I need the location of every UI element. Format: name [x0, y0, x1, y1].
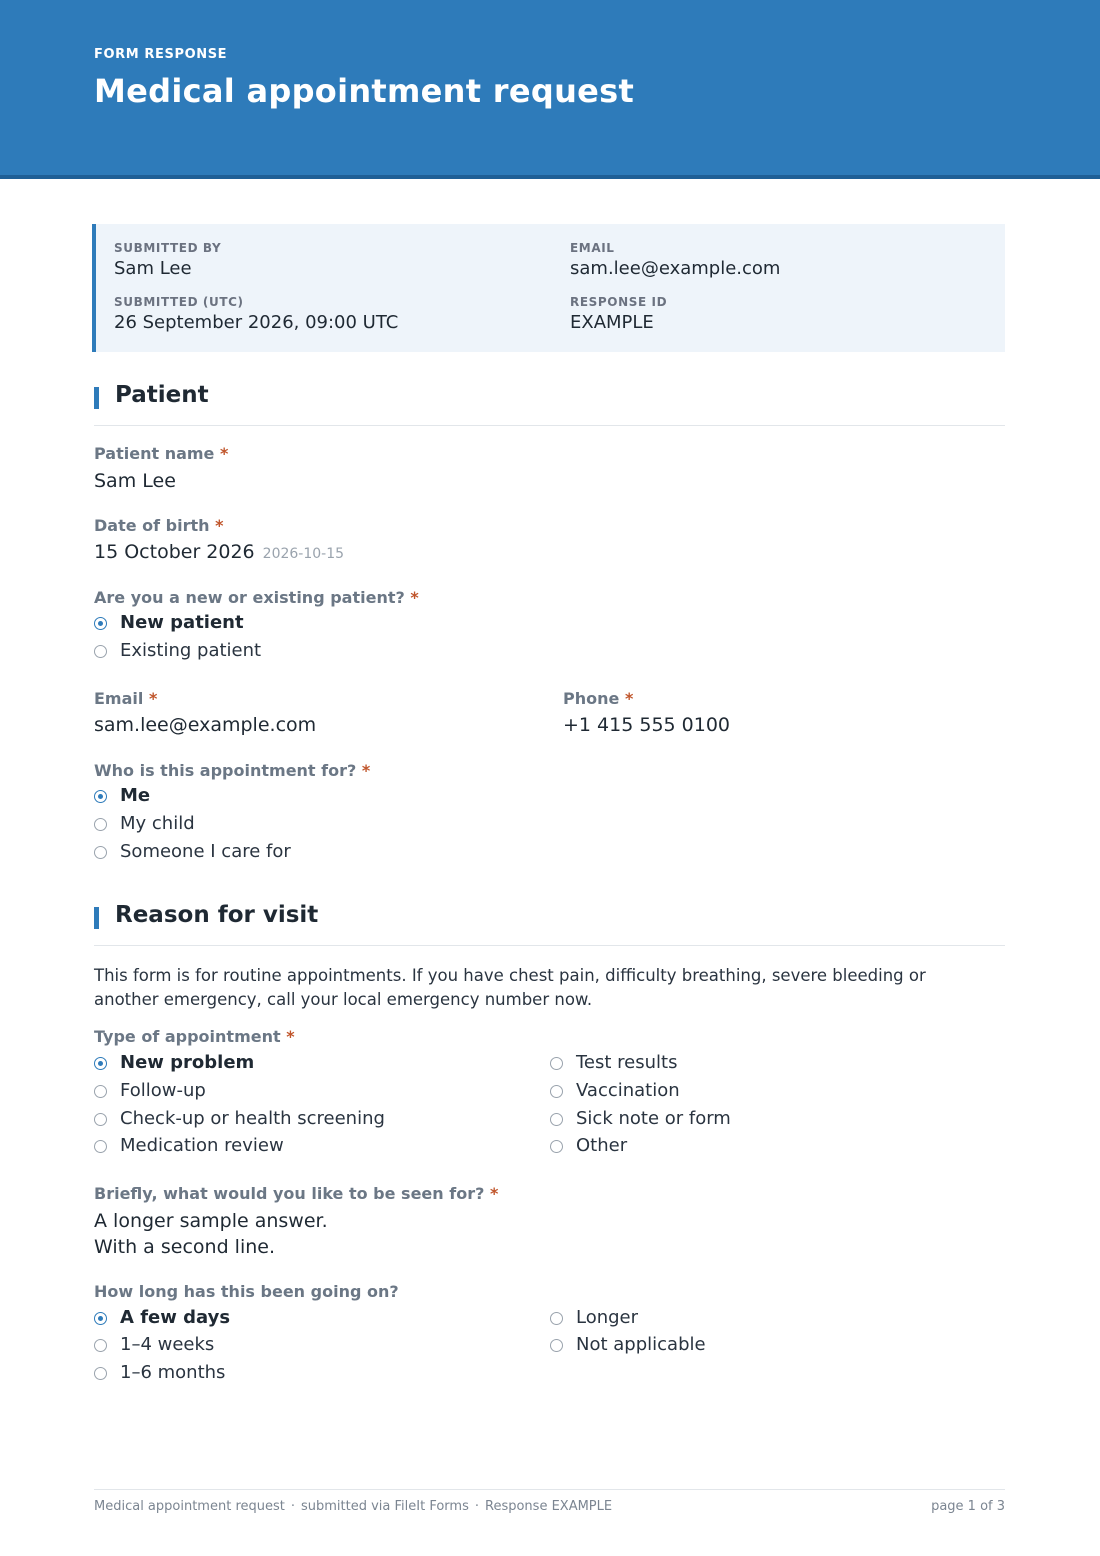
- radio-empty-icon: [550, 1085, 563, 1098]
- radio-empty-icon: [550, 1113, 563, 1126]
- footer-via: submitted via FileIt Forms: [301, 1499, 469, 1514]
- section-accent-bar: [94, 907, 99, 929]
- form-eyebrow: FORM RESPONSE: [94, 47, 228, 62]
- required-marker: *: [624, 689, 634, 708]
- meta-submitted-utc-label: SUBMITTED (UTC): [114, 295, 244, 309]
- radio-option-label: Me: [120, 785, 151, 806]
- meta-submitted-by: [114, 241, 221, 279]
- section-accent-bar: [94, 387, 99, 409]
- radio-empty-icon: [550, 1339, 563, 1352]
- submission-meta-panel: [92, 224, 1005, 352]
- section-patient-title: Patient: [115, 382, 209, 408]
- dob-display: 15 October 2026: [94, 541, 255, 563]
- radio-empty-icon: [94, 846, 107, 859]
- radio-option-label: Other: [576, 1135, 628, 1156]
- brief-reason-label: Briefly, what would you like to be seen for? *: [94, 1184, 499, 1203]
- patient-email-value: sam.lee@example.com: [94, 714, 317, 736]
- required-marker: *: [489, 1184, 499, 1203]
- page-number: page 1 of 3: [931, 1499, 1005, 1514]
- dob-value: [94, 541, 344, 563]
- meta-email-label: EMAIL: [570, 241, 615, 255]
- section-reason-title: Reason for visit: [115, 902, 319, 928]
- radio-option-label: Follow-up: [120, 1080, 206, 1101]
- radio-option-label: 1–4 weeks: [120, 1334, 215, 1355]
- meta-submitted-by-value: Sam Lee: [114, 258, 192, 279]
- footer-info: [94, 1499, 612, 1514]
- radio-option-label: 1–6 months: [120, 1362, 226, 1383]
- meta-email-value: sam.lee@example.com: [570, 258, 781, 279]
- meta-submitted-utc: [114, 295, 398, 333]
- required-marker: *: [215, 516, 224, 535]
- radio-selected-icon: [94, 617, 107, 630]
- duration-label: How long has this been going on?: [94, 1282, 399, 1301]
- radio-empty-icon: [94, 1140, 107, 1153]
- radio-option-label: Check-up or health screening: [120, 1108, 385, 1129]
- radio-option-label: A few days: [120, 1307, 231, 1328]
- brief-reason-answer: [94, 1208, 328, 1260]
- required-marker: *: [410, 588, 419, 607]
- radio-empty-icon: [94, 818, 107, 831]
- form-header: [0, 0, 1100, 179]
- page-footer: [94, 1489, 1005, 1520]
- dob-label: Date of birth *: [94, 516, 224, 535]
- radio-option-label: New patient: [120, 612, 244, 633]
- section-reason-heading: [94, 902, 1005, 946]
- radio-empty-icon: [550, 1057, 563, 1070]
- footer-separator: ·: [474, 1499, 479, 1514]
- required-marker: *: [148, 689, 158, 708]
- footer-separator: ·: [290, 1499, 295, 1514]
- patient-email-label: Email *: [94, 689, 158, 708]
- appointment-for-label: Who is this appointment for? *: [94, 761, 371, 780]
- footer-form-name: Medical appointment request: [94, 1499, 285, 1514]
- radio-option-label: Existing patient: [120, 640, 262, 661]
- brief-reason-line: A longer sample answer.: [94, 1210, 328, 1232]
- radio-selected-icon: [94, 790, 107, 803]
- meta-submitted-utc-value: 26 September 2026, 09:00 UTC: [114, 312, 399, 333]
- radio-selected-icon: [94, 1057, 107, 1070]
- radio-empty-icon: [94, 645, 107, 658]
- radio-empty-icon: [550, 1140, 563, 1153]
- radio-option-label: Sick note or form: [576, 1108, 731, 1129]
- radio-empty-icon: [550, 1312, 563, 1325]
- radio-empty-icon: [94, 1367, 107, 1380]
- meta-response-id-value: EXAMPLE: [570, 312, 654, 333]
- appointment-type-label: Type of appointment *: [94, 1027, 295, 1046]
- radio-option-label: New problem: [120, 1052, 255, 1073]
- form-title: Medical appointment request: [94, 72, 635, 110]
- radio-option-label: My child: [120, 813, 195, 834]
- required-marker: *: [286, 1027, 295, 1046]
- radio-option-label: Medication review: [120, 1135, 284, 1156]
- radio-selected-icon: [94, 1312, 107, 1325]
- patient-phone-label: Phone *: [563, 689, 634, 708]
- radio-option-label: Longer: [576, 1307, 639, 1328]
- radio-option-label: Vaccination: [576, 1080, 680, 1101]
- dob-iso: 2026-10-15: [262, 546, 345, 562]
- radio-empty-icon: [94, 1113, 107, 1126]
- radio-option-label: Someone I care for: [120, 841, 291, 862]
- patient-phone-value: +1 415 555 0100: [563, 714, 731, 736]
- meta-submitted-by-label: SUBMITTED BY: [114, 241, 222, 255]
- meta-response-id: [570, 295, 667, 333]
- patient-name-value: Sam Lee: [94, 470, 176, 492]
- radio-empty-icon: [94, 1339, 107, 1352]
- meta-email: [570, 241, 780, 279]
- meta-response-id-label: RESPONSE ID: [570, 295, 668, 309]
- patient-status-label: Are you a new or existing patient? *: [94, 588, 419, 607]
- required-marker: *: [219, 444, 229, 463]
- radio-option-label: Not applicable: [576, 1334, 706, 1355]
- emergency-notice: This form is for routine appointments. If you have chest pain, difficulty breathing, severe bleeding or another emergency, call your local emergency number now.: [94, 966, 926, 1009]
- required-marker: *: [361, 761, 371, 780]
- section-patient-heading: [94, 382, 1005, 426]
- brief-reason-line: With a second line.: [94, 1236, 275, 1258]
- footer-response: Response EXAMPLE: [485, 1499, 613, 1514]
- radio-empty-icon: [94, 1085, 107, 1098]
- radio-option-label: Test results: [576, 1052, 678, 1073]
- patient-name-label: Patient name *: [94, 444, 229, 463]
